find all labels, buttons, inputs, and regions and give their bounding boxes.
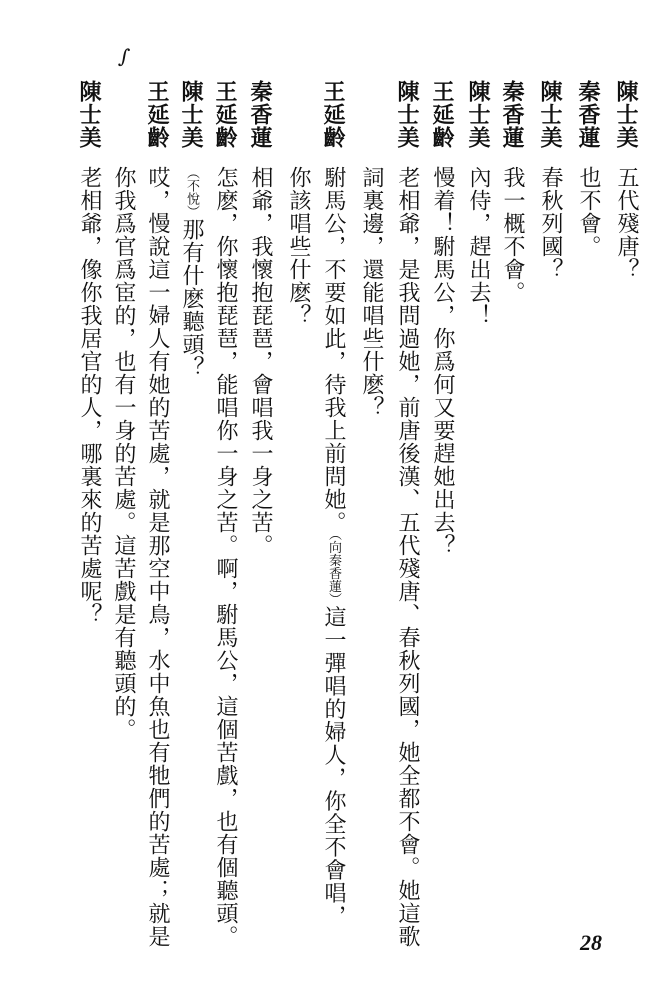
dialogue-text: 哎，慢說這一婦人有她的苦處，就是那空中鳥，水中魚也有牠們的苦處；就是 — [145, 166, 170, 948]
speaker-name: 陳士美 — [394, 80, 420, 149]
dialogue-text: 相爺，我懷抱琵琶，會唱我一身之苦。 — [248, 166, 273, 557]
speaker-name: 陳士美 — [465, 80, 491, 149]
dialogue-text: 也不會。 — [576, 166, 601, 258]
margin-mark: ∫ — [117, 43, 132, 69]
dialogue-text: 老相爺，像你我居官的人，哪裏來的苦處呢？ — [77, 166, 102, 626]
speaker-name: 王延齡 — [212, 80, 238, 149]
dialogue-text: 慢着！駙馬公，你爲何又要趕她出去？ — [430, 166, 455, 557]
stage-direction: （不悅） — [184, 166, 199, 218]
dialogue-text: 我一概不會。 — [500, 166, 525, 304]
dialogue-text-part: 那有什麽聽頭？ — [179, 218, 204, 379]
dialogue-text: 怎麽，你懷抱琵琶，能唱你一身之苦。啊，駙馬公，這個苦戲，也有個聽頭。 — [213, 166, 238, 948]
dialogue-text — [178, 166, 204, 379]
speaker-name: 陳士美 — [537, 80, 563, 149]
dialogue-text: 你我爲官爲宦的，也有一身的苦處。這苦戲是有聽頭的。 — [111, 166, 136, 741]
dialogue-text: 老相爺，是我問過她，前唐後漢、五代殘唐、春秋列國，她全都不會。她這歌 — [395, 166, 420, 948]
speaker-name: 王延齡 — [429, 80, 455, 149]
dialogue-text: 五代殘唐？ — [614, 166, 639, 281]
dialogue-text-part: 這一彈唱的婦人，你全不會唱， — [321, 605, 346, 928]
speaker-name: 秦香蓮 — [575, 80, 601, 149]
page-number: 28 — [580, 930, 602, 955]
dialogue-text: 春秋列國？ — [538, 166, 563, 281]
dialogue-text: 詞裏邊，還能唱些什麽？ — [359, 166, 384, 419]
stage-direction: （向秦香蓮） — [326, 534, 341, 606]
dialogue-text: 內侍，趕出去！ — [466, 166, 491, 327]
speaker-name: 秦香蓮 — [247, 80, 273, 149]
speaker-name: 陳士美 — [613, 80, 639, 149]
dialogue-text: 你該唱些什麽？ — [286, 166, 311, 327]
speaker-name: 陳士美 — [178, 80, 204, 149]
dialogue-text-part: 駙馬公，不要如此，待我上前問她。 — [321, 166, 346, 534]
speaker-name: 王延齡 — [320, 80, 346, 149]
speaker-name: 王延齡 — [144, 80, 170, 149]
speaker-name: 秦香蓮 — [499, 80, 525, 149]
dialogue-text — [320, 166, 346, 928]
speaker-name: 陳士美 — [76, 80, 102, 149]
